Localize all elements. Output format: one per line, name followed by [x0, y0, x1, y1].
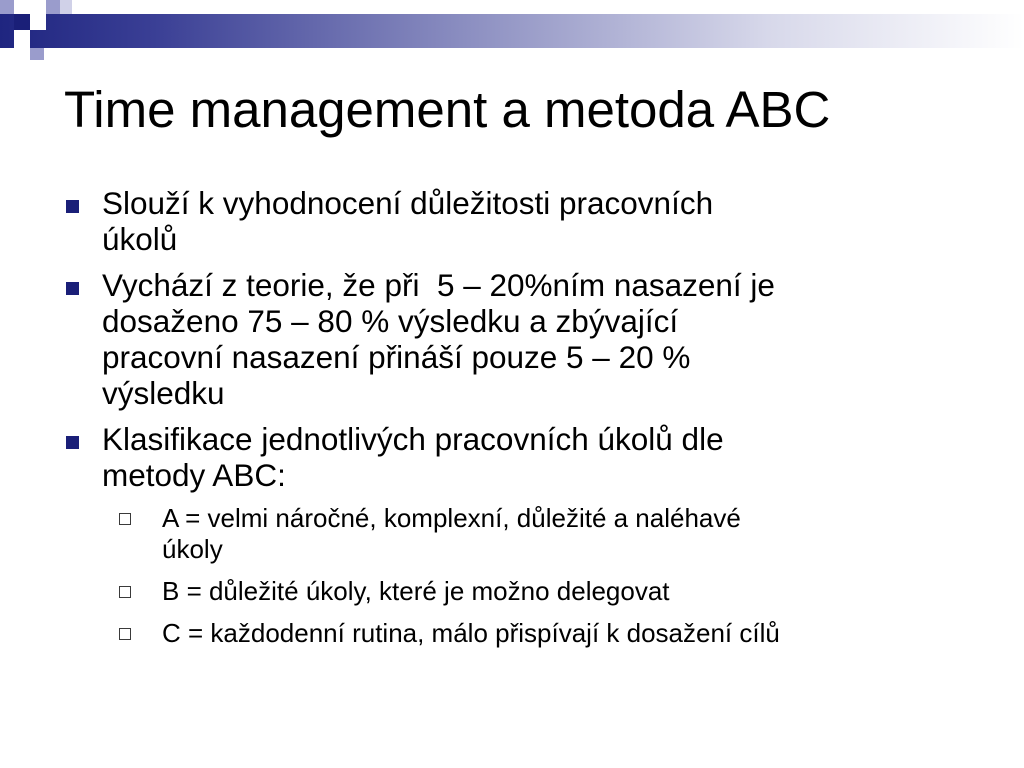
decorative-square: [30, 48, 44, 60]
decorative-square: [46, 0, 60, 14]
bullet-item: [64, 267, 974, 411]
bullet-list: [64, 185, 974, 660]
square-bullet-icon: [66, 282, 79, 295]
bullet-item: [64, 421, 974, 649]
bullet-text-line: Vychází z teorie, že při 5 – 20%ním nasazení je: [102, 267, 775, 303]
decorative-square: [30, 14, 46, 30]
sub-bullet-item: [118, 503, 974, 565]
decorative-square: [14, 14, 30, 30]
bullet-item: [64, 185, 974, 257]
hollow-square-bullet-icon: [119, 513, 131, 525]
sub-bullet-item: [118, 576, 974, 607]
bullet-text-line: Klasifikace jednotlivých pracovních úkolů dle: [102, 421, 724, 457]
slide-title: Time management a metoda ABC: [64, 81, 831, 138]
bullet-text-line: Slouží k vyhodnocení důležitosti pracovních: [102, 185, 714, 221]
sub-bullet-text-line: úkoly: [162, 534, 223, 564]
bullet-text-line: metody ABC:: [102, 457, 286, 493]
sub-bullet-list: [102, 503, 974, 649]
sub-bullet-text-line: A = velmi náročné, komplexní, důležité a naléhavé: [162, 503, 741, 533]
hollow-square-bullet-icon: [119, 586, 131, 598]
hollow-square-bullet-icon: [119, 628, 131, 640]
decorative-square: [14, 30, 30, 48]
bullet-text-line: dosaženo 75 – 80 % výsledku a zbývající: [102, 303, 679, 339]
square-bullet-icon: [66, 436, 79, 449]
decorative-square: [0, 0, 14, 14]
square-bullet-icon: [66, 200, 79, 213]
bullet-text-line: pracovní nasazení přináší pouze 5 – 20 %: [102, 339, 691, 375]
bullet-text-line: výsledku: [102, 375, 225, 411]
bullet-text-line: úkolů: [102, 221, 178, 257]
sub-bullet-item: [118, 618, 974, 649]
sub-bullet-text-line: C = každodenní rutina, málo přispívají k dosažení cílů: [162, 618, 780, 648]
decorative-square: [60, 0, 72, 14]
sub-bullet-text-line: B = důležité úkoly, které je možno delegovat: [162, 576, 670, 606]
header-gradient-bar: [0, 14, 1024, 48]
